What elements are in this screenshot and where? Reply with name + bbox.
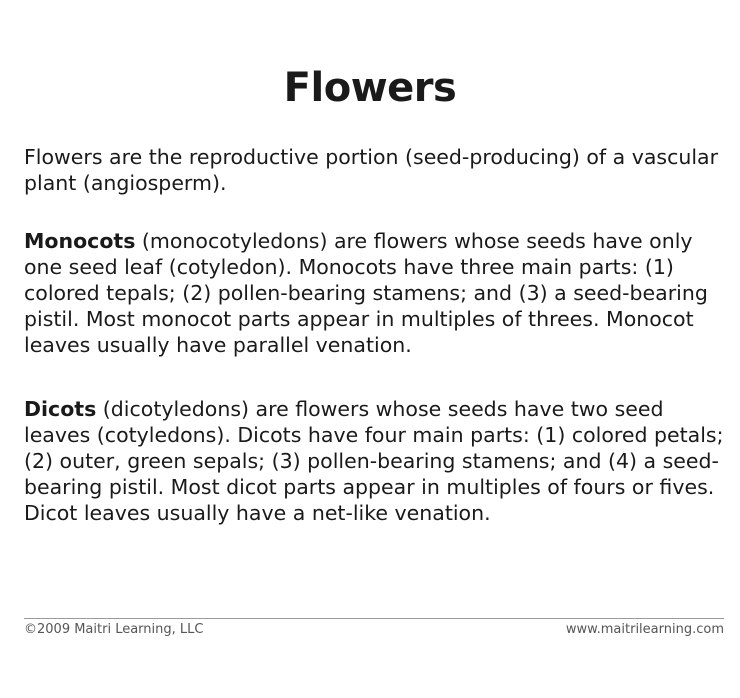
monocots-paragraph [24, 228, 726, 358]
dicots-text: (dicotyledons) are flowers whose seeds have two seed leaves (cotyledons). Dicots have four main parts: (1) colored petals; (2) outer, green sepals; (3) pollen-bearing stamens; and (4) a seed-bearing pistil. Most dicot parts appear in multiples of fours or fives. Dicot leaves usually have a net-like venation. [24, 397, 724, 525]
footer-divider [24, 618, 724, 619]
intro-paragraph [24, 144, 726, 196]
intro-text: Flowers are the reproductive portion (seed-producing) of a vascular plant (angiosperm). [24, 145, 719, 195]
monocots-term: Monocots [24, 229, 136, 253]
page-title: Flowers [283, 65, 457, 111]
dicots-paragraph [24, 396, 726, 526]
monocots-text: (monocotyledons) are flowers whose seeds have only one seed leaf (cotyledon). Monocots have three main parts: (1) colored tepals; (2) pollen-bearing stamens; and (3) a seed-bearing pistil. Most monocot parts appear in multiples of threes. Monocot leaves usually have parallel venation. [24, 229, 708, 357]
dicots-term: Dicots [24, 397, 97, 421]
footer-website: www.maitrilearning.com [565, 622, 724, 637]
footer-copyright: ©2009 Maitri Learning, LLC [24, 622, 204, 637]
